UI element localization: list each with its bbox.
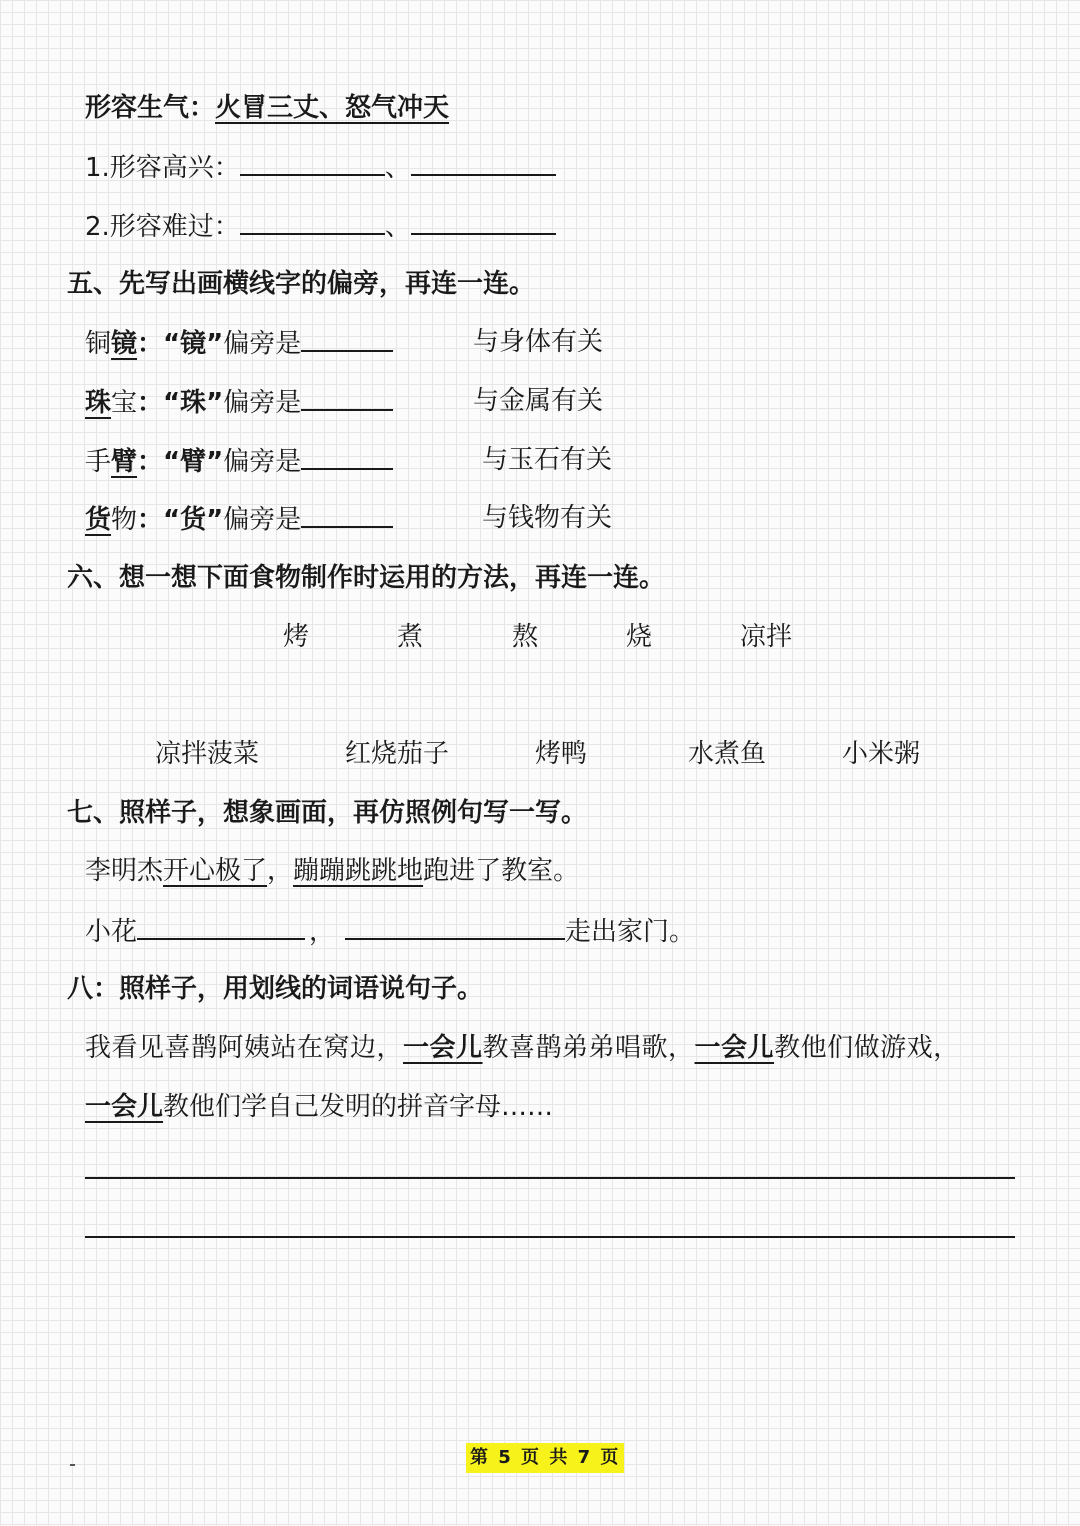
q8-heading [67,969,483,1009]
q4-item-label: 1.形容高兴： [85,153,240,183]
q5-colon: ： [137,329,164,359]
separator: 、 [384,153,411,183]
q4-item-1 [85,146,556,188]
q6-heading: 六、想一想下面食物制作时运用的方法，再连一连。 [67,563,666,593]
q8-text: 我看见喜鹊阿姨站在窝边， [85,1033,404,1063]
answer-line[interactable] [85,1236,1015,1238]
radical-blank[interactable] [301,322,393,352]
q6-method-2[interactable]: 煮 [397,622,424,652]
q5-word-part: 物 [111,505,138,535]
q7-example-text: 李明杰 [85,856,164,886]
q5-word-part: 铜 [85,329,112,359]
page-mark [70,1464,75,1466]
radical-blank[interactable] [301,381,393,411]
q4-example-answer: 火冒三丈、怒气冲天 [215,93,450,123]
answer-blank[interactable] [240,205,385,235]
answer-line[interactable] [85,1177,1015,1179]
q6-method-1[interactable]: 烤 [283,622,310,652]
q5-radical-label: 偏旁是 [223,447,302,477]
q6-method-3[interactable]: 熬 [512,622,539,652]
q8-text: 教他们学自己发明的拼音字母…… [163,1092,554,1122]
radical-blank[interactable] [301,440,393,470]
q5-underlined-char: 珠 [85,388,112,418]
q6-food-5[interactable]: 小米粥 [842,739,921,769]
separator: 、 [384,212,411,242]
q5-underlined-char: 货 [85,505,112,535]
q7-exercise-text: 走出家门。 [565,917,696,947]
q7-exercise-text: 小花 [85,917,138,947]
q8-text: 教喜鹊弟弟唱歌， [482,1033,695,1063]
q4-example [85,88,449,128]
q5-word-part: 手 [85,447,112,477]
q7-example-text: ， [267,856,294,886]
q5-row-2 [85,381,393,423]
q5-colon: ： [137,388,164,418]
q6-food-1[interactable]: 凉拌菠菜 [155,739,260,769]
q5-radical-label: 偏旁是 [223,329,302,359]
q7-example-underlined: 开心极了 [163,856,268,886]
q5-category-1[interactable]: 与身体有关 [473,327,604,357]
answer-blank[interactable] [411,205,556,235]
q5-underlined-char: 镜 [111,329,138,359]
q8-underlined-word: 一会儿 [694,1033,775,1063]
q5-quoted-char: “臂” [163,447,224,477]
q5-quoted-char: “货” [163,505,224,535]
q6-method-5[interactable]: 凉拌 [740,622,793,652]
q5-radical-label: 偏旁是 [223,388,302,418]
answer-blank[interactable] [411,146,556,176]
page-number: 第 5 页 共 7 页 [466,1443,624,1473]
q5-underlined-char: 臂 [111,447,138,477]
answer-blank[interactable] [345,910,565,940]
q5-row-3 [85,440,393,482]
q4-example-label: 形容生气： [85,93,216,123]
q7-example [85,851,579,891]
q7-exercise-text: ， [309,917,336,947]
q7-heading: 七、照样子，想象画面，再仿照例句写一写。 [67,798,588,828]
q5-row-4 [85,498,393,540]
q5-colon: ： [137,505,164,535]
q6-method-4[interactable]: 烧 [626,622,653,652]
q5-category-3[interactable]: 与玉石有关 [482,445,613,475]
q7-example-text: 跑进了教室。 [423,856,580,886]
answer-blank[interactable] [240,146,385,176]
q8-text: 教他们做游戏， [774,1033,960,1063]
radical-blank[interactable] [301,498,393,528]
q5-row-1 [85,322,393,364]
q6-food-2[interactable]: 红烧茄子 [345,739,450,769]
q8-underlined-word: 一会儿 [85,1092,164,1122]
q4-item-label: 2.形容难过： [85,212,240,242]
q6-food-4[interactable]: 水煮鱼 [688,739,767,769]
q7-exercise [85,910,695,952]
q5-category-4[interactable]: 与钱物有关 [482,503,613,533]
q4-item-2 [85,205,556,247]
q5-word-part: 宝 [111,388,138,418]
q8-underlined-word: 一会儿 [403,1033,483,1063]
q5-radical-label: 偏旁是 [223,505,302,535]
q5-quoted-char: “珠” [163,388,224,418]
q8-line-1 [85,1028,960,1068]
q5-category-2[interactable]: 与金属有关 [473,386,604,416]
q6-food-3[interactable]: 烤鸭 [535,739,588,769]
q7-example-underlined: 蹦蹦跳跳地 [293,856,424,886]
q8-heading-text: 八：照样子，用划线的词语说句子。 [67,974,484,1004]
q8-line-2 [85,1087,553,1127]
q5-quoted-char: “镜” [163,329,224,359]
q5-heading: 五、先写出画横线字的偏旁，再连一连。 [67,269,536,299]
answer-blank[interactable] [137,910,305,940]
q5-colon: ： [137,447,164,477]
